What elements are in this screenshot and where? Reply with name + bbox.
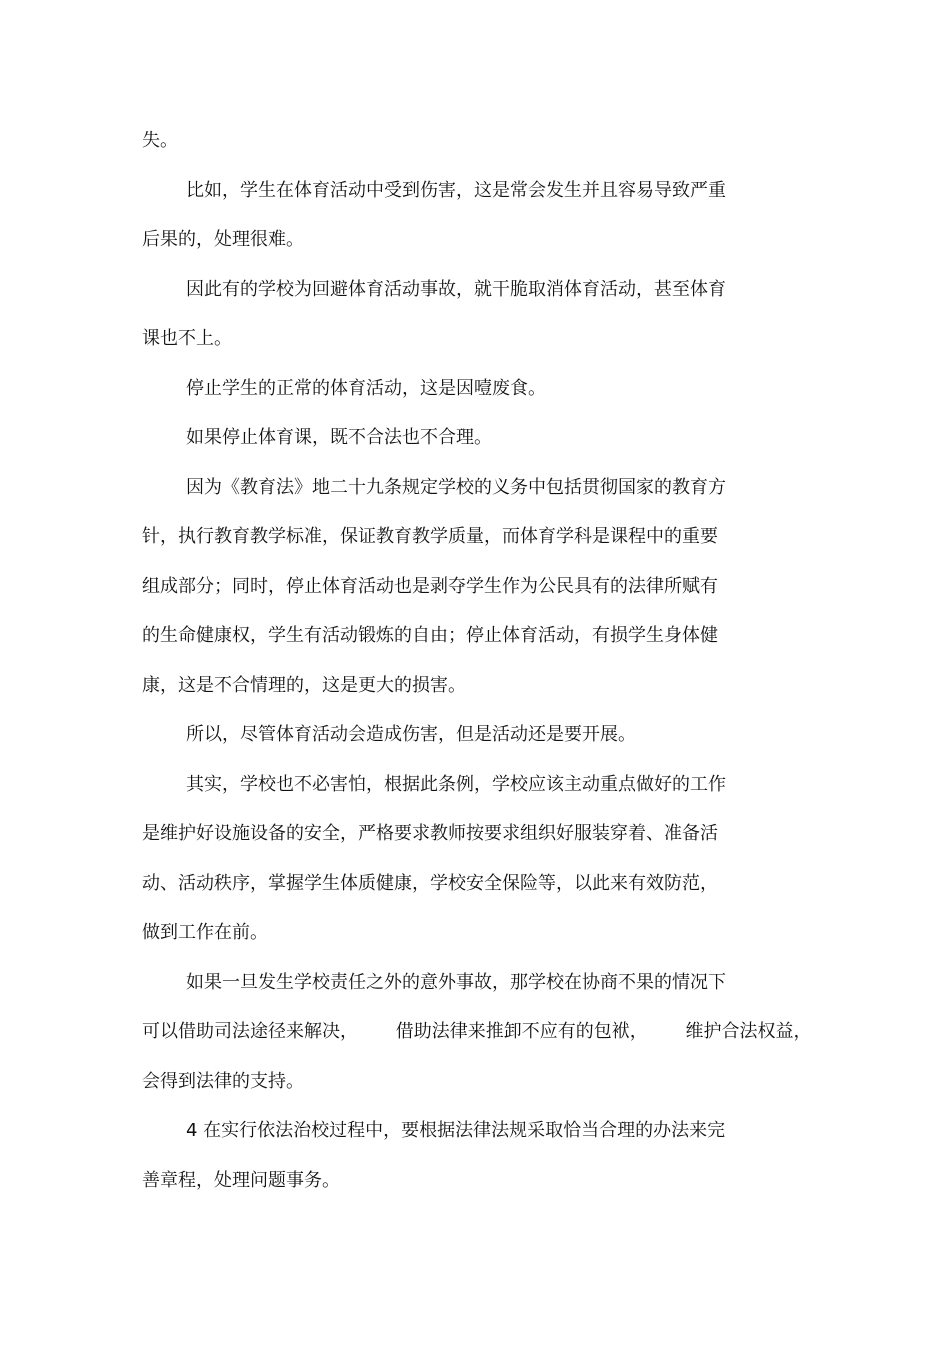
paragraph-start: 4 在实行依法治校过程中，要根据法律法规采取恰当合理的办法来完 — [186, 1120, 726, 1141]
spaced-text-line — [142, 1007, 812, 1057]
text-line: 针，执行教育教学标准，保证教育教学质量，而体育学科是课程中的重要 — [142, 526, 718, 547]
text-line: 失。 — [142, 130, 178, 151]
text-line: 组成部分；同时，停止体育活动也是剥夺学生作为公民具有的法律所赋有 — [142, 575, 718, 597]
text-segment: 维护合法权益， — [685, 1021, 812, 1042]
paragraph-start: 因为《教育法》地二十九条规定学校的义务中包括贯彻国家的教育方 — [186, 476, 726, 498]
text-line: 课也不上。 — [142, 328, 232, 349]
paragraph-start: 如果一旦发生学校责任之外的意外事故，那学校在协商不果的情况下 — [186, 971, 726, 993]
text-line: 是维护好设施设备的安全，严格要求教师按要求组织好服装穿着、准备活 — [142, 823, 718, 844]
document-body — [142, 116, 812, 1205]
text-line: 康，这是不合情理的，这是更大的损害。 — [142, 674, 466, 696]
text-line: 动、活动秩序，掌握学生体质健康，学校安全保险等，以此来有效防范， — [142, 872, 718, 894]
text-line: 做到工作在前。 — [142, 922, 268, 943]
paragraph-start: 其实，学校也不必害怕，根据此条例，学校应该主动重点做好的工作 — [186, 773, 726, 795]
text-line: 的生命健康权，学生有活动锻炼的自由；停止体育活动，有损学生身体健 — [142, 625, 718, 646]
paragraph-start: 如果停止体育课，既不合法也不合理。 — [186, 427, 492, 448]
text-line: 会得到法律的支持。 — [142, 1070, 304, 1092]
paragraph-start: 比如，学生在体育活动中受到伤害，这是常会发生并且容易导致严重 — [186, 179, 726, 201]
text-segment: 可以借助司法途径来解决， — [142, 1021, 358, 1042]
text-line: 后果的，处理很难。 — [142, 229, 304, 250]
paragraph-start: 停止学生的正常的体育活动，这是因噎废食。 — [186, 377, 546, 399]
paragraph-start: 所以，尽管体育活动会造成伤害，但是活动还是要开展。 — [186, 724, 636, 745]
text-line: 善章程，处理问题事务。 — [142, 1169, 340, 1191]
text-segment: 借助法律来推卸不应有的包袱， — [395, 1021, 648, 1042]
paragraph-start: 因此有的学校为回避体育活动事故，就干脆取消体育活动，甚至体育 — [186, 278, 726, 300]
